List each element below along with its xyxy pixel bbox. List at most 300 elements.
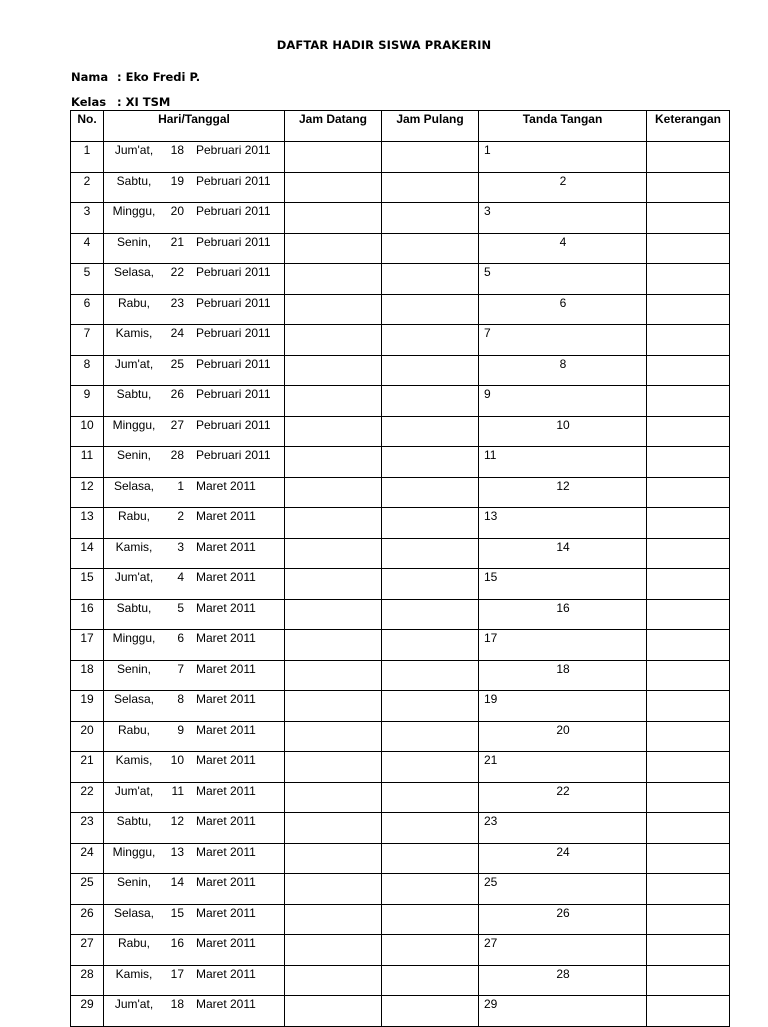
row-signature-cell[interactable] — [479, 599, 647, 630]
row-departure-time-cell[interactable] — [382, 172, 479, 203]
row-day-number: 27 — [170, 417, 184, 432]
row-arrival-time-cell[interactable] — [285, 294, 382, 325]
row-day-number: 6 — [177, 631, 184, 645]
row-number: 10 — [71, 416, 104, 447]
row-notes-cell[interactable] — [647, 935, 730, 966]
row-signature-number: 18 — [556, 661, 570, 676]
row-number: 29 — [71, 996, 104, 1027]
row-number: 6 — [71, 294, 104, 325]
table-row — [71, 996, 730, 1027]
row-notes-cell[interactable] — [647, 416, 730, 447]
row-day: Jum'at, — [114, 356, 154, 371]
page-title: DAFTAR HADIR SISWA PRAKERIN — [276, 38, 492, 52]
row-day: Senin, — [116, 661, 152, 676]
row-departure-time-cell[interactable] — [382, 721, 479, 752]
row-arrival-time-cell[interactable] — [285, 447, 382, 478]
row-notes-cell[interactable] — [647, 904, 730, 935]
row-arrival-time-cell[interactable] — [285, 721, 382, 752]
row-departure-time-cell[interactable] — [382, 904, 479, 935]
row-month-year: Maret 2011 — [196, 783, 256, 798]
row-departure-time-cell[interactable] — [382, 996, 479, 1027]
row-arrival-time-cell[interactable] — [285, 752, 382, 783]
row-signature-number: 2 — [559, 173, 567, 188]
row-departure-time-cell[interactable] — [382, 355, 479, 386]
row-day-number: 14 — [170, 875, 184, 889]
row-date — [104, 599, 285, 630]
table-row — [71, 904, 730, 935]
row-month-year: Maret 2011 — [196, 875, 256, 889]
row-notes-cell[interactable] — [647, 630, 730, 661]
row-date — [104, 416, 285, 447]
row-day-number: 13 — [170, 844, 184, 859]
header-arrival-time: Jam Datang — [285, 111, 382, 142]
row-signature-cell[interactable] — [479, 447, 647, 478]
row-day: Minggu, — [112, 204, 156, 218]
row-date — [104, 477, 285, 508]
row-signature-number: 4 — [559, 234, 567, 249]
row-month-year: Maret 2011 — [196, 692, 256, 706]
row-day-number: 16 — [170, 936, 184, 950]
row-signature-cell[interactable] — [479, 386, 647, 417]
row-number: 12 — [71, 477, 104, 508]
table-row — [71, 294, 730, 325]
row-day: Jum'at, — [114, 143, 154, 157]
row-arrival-time-cell[interactable] — [285, 813, 382, 844]
row-date — [104, 843, 285, 874]
row-day-number: 18 — [170, 997, 184, 1011]
row-day-number: 26 — [170, 387, 184, 401]
row-arrival-time-cell[interactable] — [285, 660, 382, 691]
row-month-year: Maret 2011 — [196, 936, 256, 950]
row-arrival-time-cell[interactable] — [285, 142, 382, 173]
table-row — [71, 325, 730, 356]
row-arrival-time-cell[interactable] — [285, 355, 382, 386]
row-notes-cell[interactable] — [647, 386, 730, 417]
row-number: 28 — [71, 965, 104, 996]
row-number: 8 — [71, 355, 104, 386]
row-notes-cell[interactable] — [647, 538, 730, 569]
row-day-number: 24 — [170, 326, 184, 340]
row-number: 15 — [71, 569, 104, 600]
row-number: 9 — [71, 386, 104, 417]
row-notes-cell[interactable] — [647, 325, 730, 356]
row-day-number: 3 — [177, 539, 184, 554]
table-row — [71, 599, 730, 630]
row-number: 7 — [71, 325, 104, 356]
table-row — [71, 721, 730, 752]
row-signature-cell[interactable] — [479, 325, 647, 356]
row-day-number: 15 — [170, 905, 184, 920]
row-arrival-time-cell[interactable] — [285, 477, 382, 508]
table-row — [71, 843, 730, 874]
row-month-year: Maret 2011 — [196, 997, 256, 1011]
table-row — [71, 508, 730, 539]
row-signature-number: 23 — [484, 814, 498, 828]
row-day-number: 9 — [177, 722, 184, 737]
row-signature-number: 26 — [556, 905, 570, 920]
row-day: Minggu, — [112, 631, 156, 645]
row-arrival-time-cell[interactable] — [285, 325, 382, 356]
row-arrival-time-cell[interactable] — [285, 630, 382, 661]
row-notes-cell[interactable] — [647, 447, 730, 478]
row-departure-time-cell[interactable] — [382, 691, 479, 722]
row-departure-time-cell[interactable] — [382, 599, 479, 630]
header-signature: Tanda Tangan — [479, 111, 647, 142]
row-departure-time-cell[interactable] — [382, 782, 479, 813]
row-notes-cell[interactable] — [647, 843, 730, 874]
row-number: 23 — [71, 813, 104, 844]
row-signature-cell[interactable] — [479, 660, 647, 691]
row-month-year: Pebruari 2011 — [196, 417, 271, 432]
row-signature-number: 7 — [484, 326, 491, 340]
row-month-year: Pebruari 2011 — [196, 204, 271, 218]
row-date — [104, 752, 285, 783]
row-signature-cell[interactable] — [479, 142, 647, 173]
row-date — [104, 325, 285, 356]
row-month-year: Pebruari 2011 — [196, 234, 271, 249]
table-row — [71, 965, 730, 996]
row-arrival-time-cell[interactable] — [285, 569, 382, 600]
row-day: Jum'at, — [114, 783, 154, 798]
row-notes-cell[interactable] — [647, 203, 730, 234]
row-departure-time-cell[interactable] — [382, 447, 479, 478]
row-signature-number: 14 — [556, 539, 570, 554]
row-signature-number: 25 — [484, 875, 498, 889]
row-day: Selasa, — [113, 265, 155, 279]
row-signature-number: 22 — [556, 783, 570, 798]
row-date — [104, 447, 285, 478]
row-signature-number: 24 — [556, 844, 570, 859]
row-notes-cell[interactable] — [647, 508, 730, 539]
row-signature-number: 21 — [484, 753, 498, 767]
row-number: 4 — [71, 233, 104, 264]
row-arrival-time-cell[interactable] — [285, 203, 382, 234]
table-row — [71, 782, 730, 813]
row-day: Rabu, — [117, 722, 151, 737]
row-number: 13 — [71, 508, 104, 539]
row-day-number: 4 — [177, 570, 184, 584]
row-month-year: Pebruari 2011 — [196, 173, 271, 188]
row-day: Jum'at, — [114, 570, 154, 584]
row-departure-time-cell[interactable] — [382, 660, 479, 691]
row-month-year: Maret 2011 — [196, 844, 256, 859]
row-arrival-time-cell[interactable] — [285, 416, 382, 447]
row-number: 3 — [71, 203, 104, 234]
row-signature-cell[interactable] — [479, 752, 647, 783]
row-signature-cell[interactable] — [479, 630, 647, 661]
header-departure-time: Jam Pulang — [382, 111, 479, 142]
row-arrival-time-cell[interactable] — [285, 172, 382, 203]
row-date — [104, 965, 285, 996]
row-month-year: Pebruari 2011 — [196, 295, 271, 310]
row-date — [104, 660, 285, 691]
header-no: No. — [71, 111, 104, 142]
row-departure-time-cell[interactable] — [382, 203, 479, 234]
row-day: Rabu, — [117, 936, 151, 950]
row-departure-time-cell[interactable] — [382, 416, 479, 447]
row-day: Selasa, — [113, 905, 155, 920]
row-day-number: 25 — [170, 356, 184, 371]
row-arrival-time-cell[interactable] — [285, 538, 382, 569]
row-arrival-time-cell[interactable] — [285, 904, 382, 935]
row-number: 25 — [71, 874, 104, 905]
table-row — [71, 447, 730, 478]
row-day: Senin, — [116, 448, 152, 462]
class-label: Kelas — [71, 95, 107, 109]
row-day: Rabu, — [117, 295, 151, 310]
row-month-year: Pebruari 2011 — [196, 265, 271, 279]
row-month-year: Maret 2011 — [196, 722, 256, 737]
row-day-number: 1 — [177, 478, 184, 493]
row-signature-cell[interactable] — [479, 264, 647, 295]
row-departure-time-cell[interactable] — [382, 630, 479, 661]
row-notes-cell[interactable] — [647, 752, 730, 783]
row-date — [104, 233, 285, 264]
row-signature-cell[interactable] — [479, 996, 647, 1027]
row-date — [104, 508, 285, 539]
row-departure-time-cell[interactable] — [382, 752, 479, 783]
row-arrival-time-cell[interactable] — [285, 599, 382, 630]
row-signature-number: 28 — [556, 966, 570, 981]
table-row — [71, 233, 730, 264]
row-notes-cell[interactable] — [647, 294, 730, 325]
row-arrival-time-cell[interactable] — [285, 874, 382, 905]
row-signature-cell[interactable] — [479, 874, 647, 905]
row-day-number: 28 — [170, 448, 184, 462]
row-month-year: Maret 2011 — [196, 966, 256, 981]
row-signature-cell[interactable] — [479, 721, 647, 752]
row-month-year: Maret 2011 — [196, 509, 256, 523]
row-number: 21 — [71, 752, 104, 783]
row-month-year: Pebruari 2011 — [196, 143, 271, 157]
row-notes-cell[interactable] — [647, 996, 730, 1027]
row-departure-time-cell[interactable] — [382, 264, 479, 295]
row-arrival-time-cell[interactable] — [285, 691, 382, 722]
row-month-year: Maret 2011 — [196, 661, 256, 676]
table-header-row — [71, 111, 730, 142]
row-signature-cell[interactable] — [479, 569, 647, 600]
row-day: Senin, — [116, 875, 152, 889]
row-month-year: Pebruari 2011 — [196, 448, 271, 462]
row-departure-time-cell[interactable] — [382, 569, 479, 600]
row-day: Kamis, — [115, 326, 153, 340]
row-arrival-time-cell[interactable] — [285, 264, 382, 295]
student-name-line — [71, 70, 200, 84]
row-day-number: 19 — [170, 173, 184, 188]
row-arrival-time-cell[interactable] — [285, 782, 382, 813]
row-date — [104, 142, 285, 173]
row-arrival-time-cell[interactable] — [285, 935, 382, 966]
row-signature-number: 3 — [484, 204, 491, 218]
row-day-number: 21 — [170, 234, 184, 249]
row-day: Kamis, — [115, 966, 153, 981]
row-signature-cell[interactable] — [479, 813, 647, 844]
row-signature-cell[interactable] — [479, 416, 647, 447]
row-number: 14 — [71, 538, 104, 569]
row-departure-time-cell[interactable] — [382, 233, 479, 264]
row-signature-cell[interactable] — [479, 904, 647, 935]
row-date — [104, 691, 285, 722]
row-signature-cell[interactable] — [479, 538, 647, 569]
row-departure-time-cell[interactable] — [382, 935, 479, 966]
row-date — [104, 172, 285, 203]
row-date — [104, 538, 285, 569]
row-departure-time-cell[interactable] — [382, 325, 479, 356]
attendance-table — [70, 110, 730, 1027]
row-month-year: Maret 2011 — [196, 753, 256, 767]
row-day-number: 2 — [177, 509, 184, 523]
row-departure-time-cell[interactable] — [382, 965, 479, 996]
row-notes-cell[interactable] — [647, 599, 730, 630]
row-notes-cell[interactable] — [647, 355, 730, 386]
row-number: 1 — [71, 142, 104, 173]
row-date — [104, 264, 285, 295]
row-arrival-time-cell[interactable] — [285, 843, 382, 874]
row-day: Selasa, — [113, 478, 155, 493]
row-arrival-time-cell[interactable] — [285, 965, 382, 996]
row-number: 2 — [71, 172, 104, 203]
row-notes-cell[interactable] — [647, 233, 730, 264]
row-departure-time-cell[interactable] — [382, 386, 479, 417]
row-day: Selasa, — [113, 692, 155, 706]
row-signature-cell[interactable] — [479, 782, 647, 813]
row-departure-time-cell[interactable] — [382, 843, 479, 874]
row-day-number: 23 — [170, 295, 184, 310]
row-number: 27 — [71, 935, 104, 966]
row-date — [104, 203, 285, 234]
table-row — [71, 569, 730, 600]
row-departure-time-cell[interactable] — [382, 142, 479, 173]
row-departure-time-cell[interactable] — [382, 294, 479, 325]
row-number: 19 — [71, 691, 104, 722]
row-signature-cell[interactable] — [479, 843, 647, 874]
row-day: Sabtu, — [116, 387, 152, 401]
row-number: 26 — [71, 904, 104, 935]
row-month-year: Maret 2011 — [196, 631, 256, 645]
row-month-year: Pebruari 2011 — [196, 326, 271, 340]
header-date: Hari/Tanggal — [104, 111, 285, 142]
row-signature-number: 8 — [559, 356, 567, 371]
table-row — [71, 538, 730, 569]
row-departure-time-cell[interactable] — [382, 538, 479, 569]
row-date — [104, 874, 285, 905]
row-signature-cell[interactable] — [479, 691, 647, 722]
row-day-number: 5 — [177, 600, 184, 615]
row-notes-cell[interactable] — [647, 874, 730, 905]
row-notes-cell[interactable] — [647, 660, 730, 691]
row-arrival-time-cell[interactable] — [285, 996, 382, 1027]
row-departure-time-cell[interactable] — [382, 874, 479, 905]
row-signature-cell[interactable] — [479, 508, 647, 539]
row-number: 16 — [71, 599, 104, 630]
table-row — [71, 355, 730, 386]
row-notes-cell[interactable] — [647, 782, 730, 813]
row-notes-cell[interactable] — [647, 172, 730, 203]
row-day-number: 12 — [170, 814, 184, 828]
row-signature-number: 16 — [556, 600, 570, 615]
table-row — [71, 203, 730, 234]
row-departure-time-cell[interactable] — [382, 477, 479, 508]
student-class-line — [71, 95, 170, 109]
row-arrival-time-cell[interactable] — [285, 508, 382, 539]
table-row — [71, 874, 730, 905]
row-notes-cell[interactable] — [647, 569, 730, 600]
row-notes-cell[interactable] — [647, 813, 730, 844]
row-signature-number: 1 — [484, 143, 491, 157]
row-day: Minggu, — [112, 417, 156, 432]
row-date — [104, 569, 285, 600]
row-number: 18 — [71, 660, 104, 691]
row-signature-number: 12 — [556, 478, 570, 493]
row-signature-number: 20 — [556, 722, 570, 737]
row-number: 22 — [71, 782, 104, 813]
row-notes-cell[interactable] — [647, 477, 730, 508]
row-signature-cell[interactable] — [479, 203, 647, 234]
row-date — [104, 813, 285, 844]
row-number: 20 — [71, 721, 104, 752]
row-notes-cell[interactable] — [647, 721, 730, 752]
row-month-year: Maret 2011 — [196, 814, 256, 828]
row-day-number: 7 — [177, 661, 184, 676]
row-day: Kamis, — [115, 753, 153, 767]
row-notes-cell[interactable] — [647, 264, 730, 295]
row-signature-number: 27 — [484, 936, 498, 950]
row-signature-cell[interactable] — [479, 965, 647, 996]
row-signature-cell[interactable] — [479, 477, 647, 508]
row-notes-cell[interactable] — [647, 691, 730, 722]
row-number: 24 — [71, 843, 104, 874]
row-day: Minggu, — [112, 844, 156, 859]
row-signature-cell[interactable] — [479, 294, 647, 325]
row-signature-number: 6 — [559, 295, 567, 310]
row-number: 11 — [71, 447, 104, 478]
row-notes-cell[interactable] — [647, 965, 730, 996]
row-signature-number: 9 — [484, 387, 491, 401]
row-signature-number: 11 — [484, 448, 497, 462]
row-date — [104, 630, 285, 661]
row-notes-cell[interactable] — [647, 142, 730, 173]
row-date — [104, 386, 285, 417]
row-day: Sabtu, — [116, 173, 152, 188]
row-arrival-time-cell[interactable] — [285, 386, 382, 417]
row-signature-cell[interactable] — [479, 355, 647, 386]
row-month-year: Pebruari 2011 — [196, 387, 271, 401]
row-date — [104, 721, 285, 752]
row-day: Senin, — [116, 234, 152, 249]
row-month-year: Maret 2011 — [196, 600, 256, 615]
name-label: Nama — [71, 70, 109, 84]
row-departure-time-cell[interactable] — [382, 508, 479, 539]
row-month-year: Pebruari 2011 — [196, 356, 271, 371]
header-notes: Keterangan — [647, 111, 730, 142]
row-signature-number: 19 — [484, 692, 498, 706]
row-departure-time-cell[interactable] — [382, 813, 479, 844]
row-arrival-time-cell[interactable] — [285, 233, 382, 264]
row-day: Kamis, — [115, 539, 153, 554]
row-signature-cell[interactable] — [479, 233, 647, 264]
row-signature-number: 5 — [484, 265, 491, 279]
row-day: Sabtu, — [116, 814, 152, 828]
table-row — [71, 935, 730, 966]
name-value: : Eko Fredi P. — [117, 70, 201, 84]
table-row — [71, 752, 730, 783]
row-signature-cell[interactable] — [479, 935, 647, 966]
row-month-year: Maret 2011 — [196, 905, 256, 920]
row-day: Sabtu, — [116, 600, 152, 615]
row-day-number: 20 — [170, 204, 184, 218]
row-signature-cell[interactable] — [479, 172, 647, 203]
table-row — [71, 477, 730, 508]
